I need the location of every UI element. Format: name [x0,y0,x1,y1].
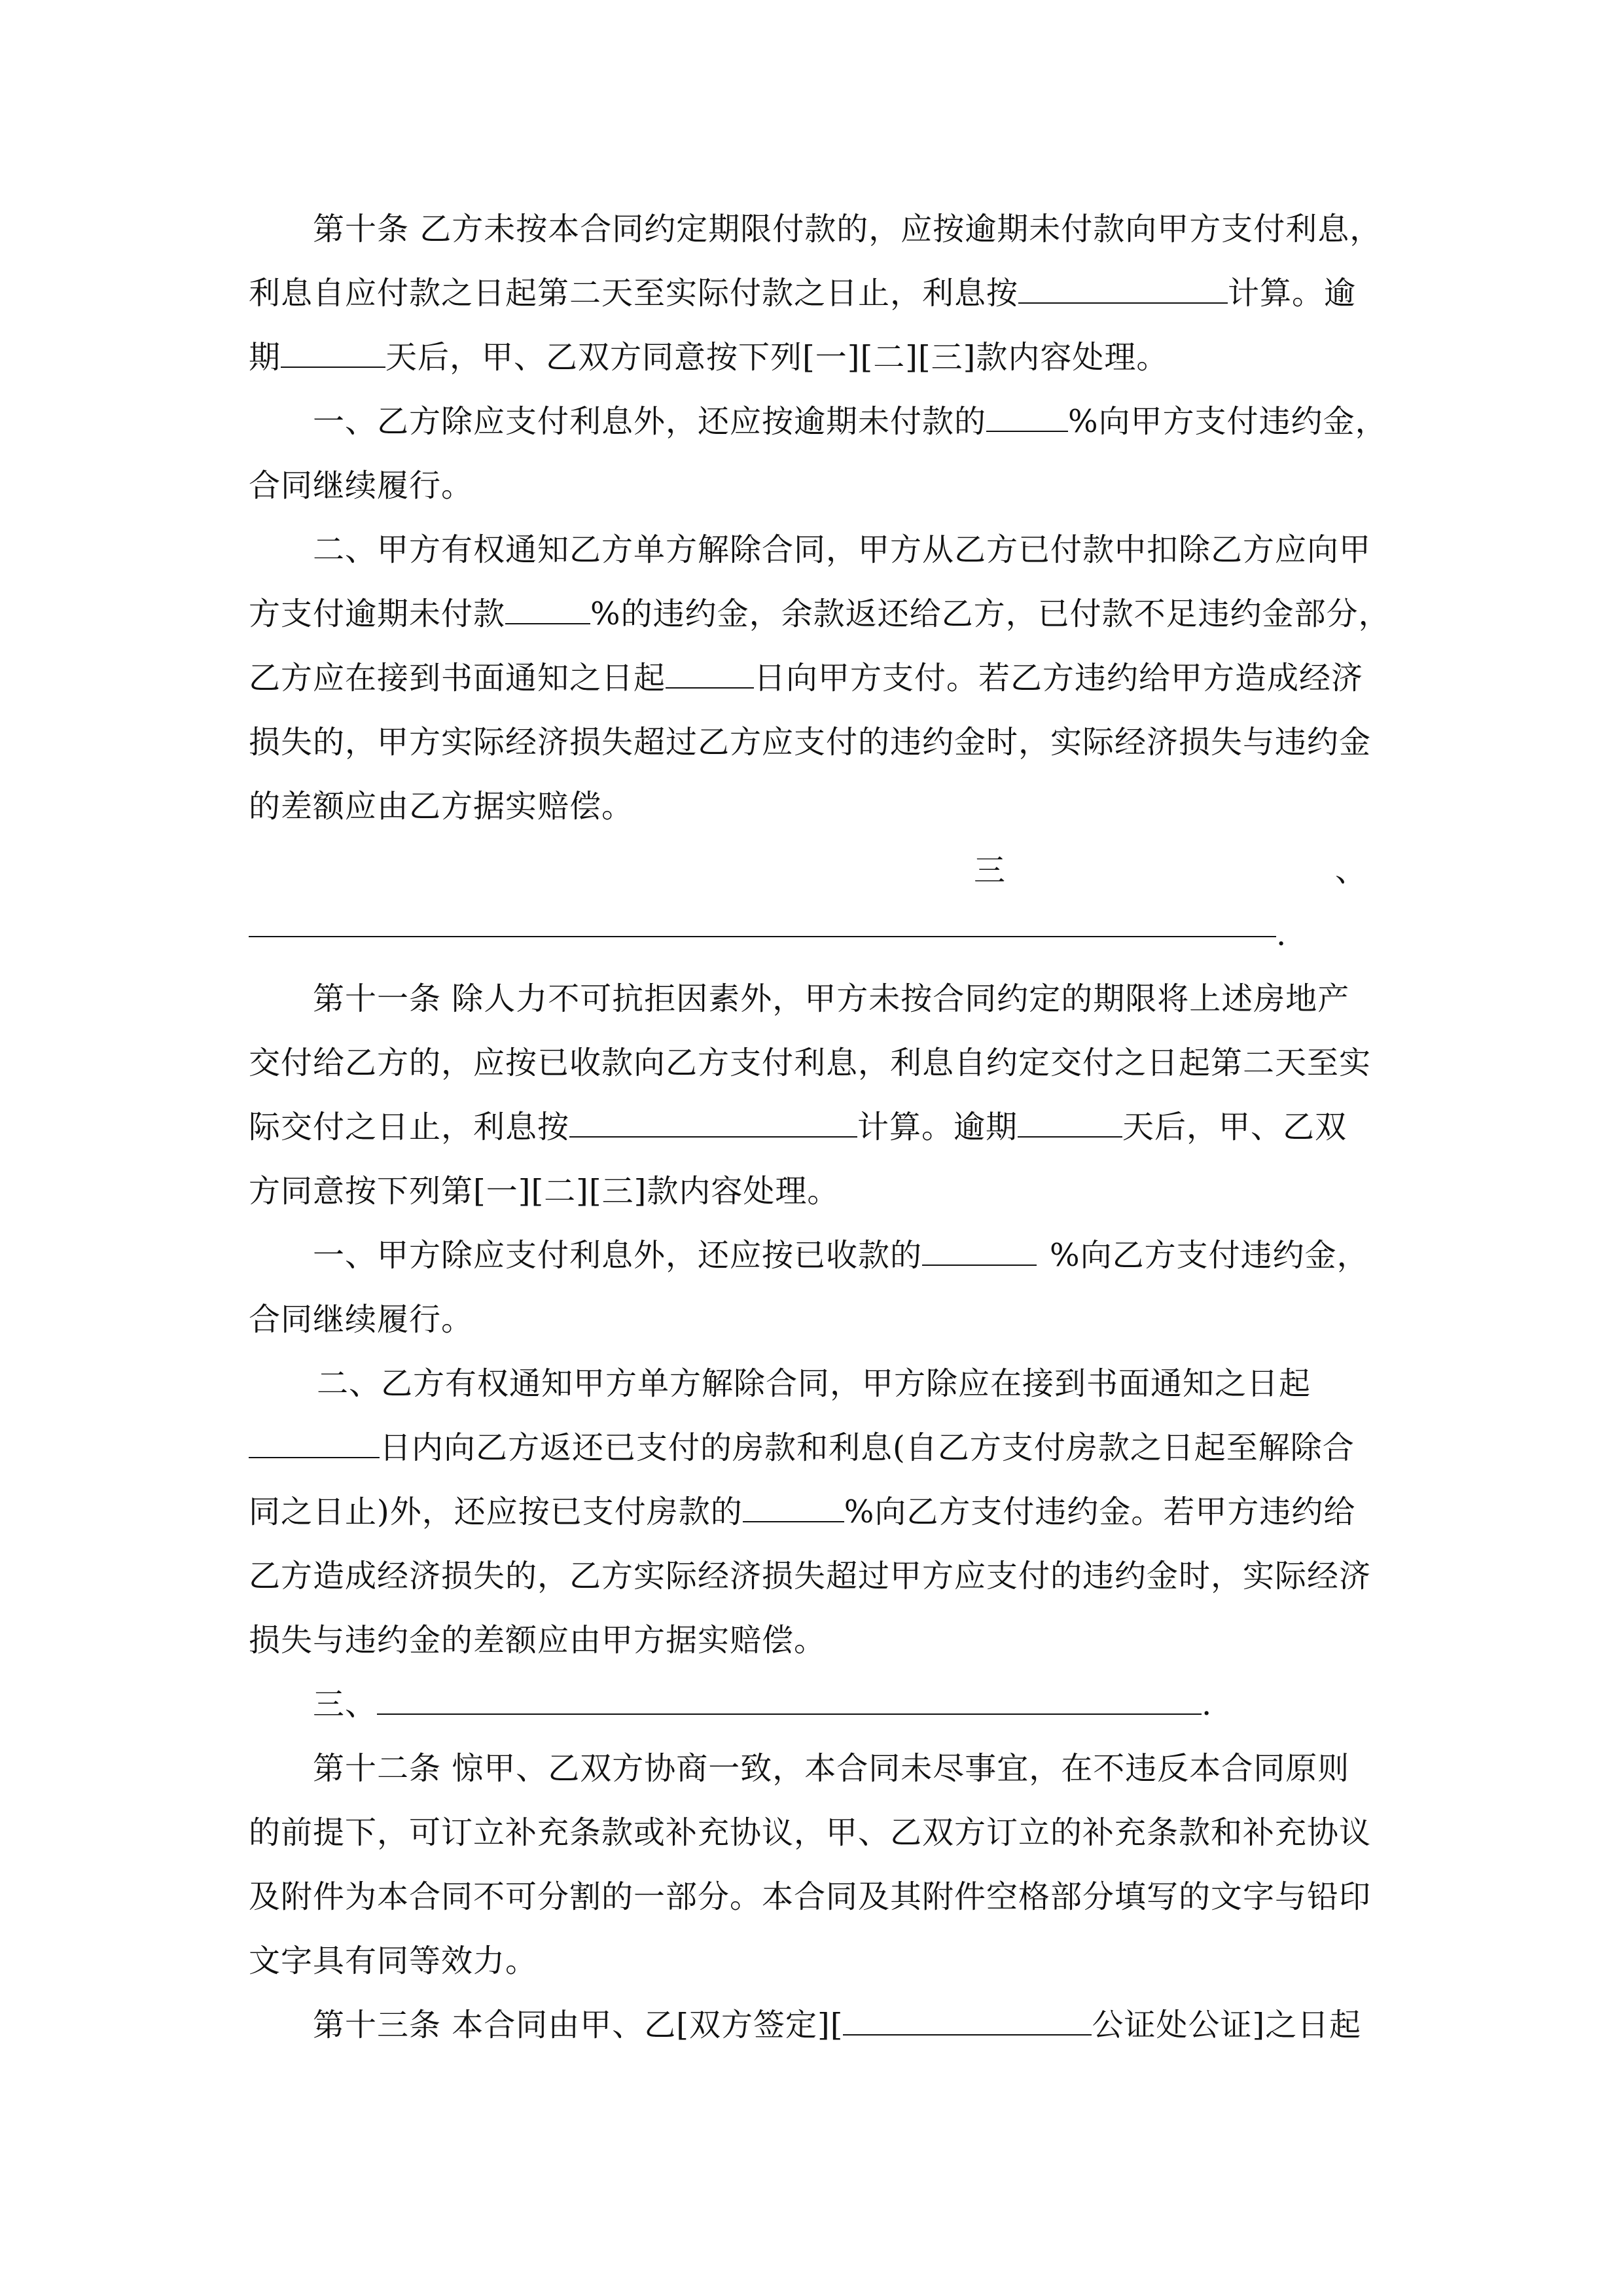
article13-text: 第十三条 本合同由甲、乙[双方签定][ [313,2007,844,2043]
payment-days-blank[interactable] [666,649,754,689]
article10-clause2-line3 [249,645,1363,711]
article10-text: 期 [249,339,281,376]
clause-text: %向乙方支付违约金。若甲方违约给 [844,1494,1356,1530]
clause-text: 日向甲方支付。若乙方违约给甲方造成经济 [754,660,1364,696]
article10-text: 计算。逾 [1228,275,1357,312]
article12-text: 的前提下，可订立补充条款或补充协议，甲、乙双方订立的补充条款和补充协议 [249,1814,1372,1851]
article11-clause2-line2 [249,1415,1355,1480]
article12-line4 [249,1928,537,1994]
article11-line2 [249,1030,1371,1096]
article11-text: 第十一条 除人力不可抗拒因素外，甲方未按合同约定的期限将上述房地产 [313,980,1350,1017]
article10-line2 [249,260,1356,326]
interest-rate-blank[interactable] [1018,264,1228,304]
clause-text: 乙方应在接到书面通知之日起 [249,660,666,696]
article10-clause3-comma [1335,838,1367,903]
article12-line2 [249,1800,1371,1865]
clause-text: %向甲方支付违约金， [1068,403,1387,440]
clause-text: 一、甲方除应支付利息外，还应按已收款的 [313,1237,923,1274]
article11-clause3 [313,1672,1212,1737]
article11-text: 方同意按下列第[一][二][三]款内容处理。 [249,1173,840,1210]
article10-clause2-line2 [249,581,1391,647]
article10-line1 [313,196,1382,262]
article13-line1 [313,1992,1361,2058]
article12-line1 [313,1736,1349,1801]
notary-office-blank[interactable] [843,1996,1092,2036]
clause3-fill-line[interactable] [377,1676,1202,1715]
clause-text: 日内向乙方返还已支付的房款和利息(自乙方支付房款之日起至解除合 [380,1429,1355,1466]
article10-clause2-line4 [249,709,1371,775]
clause-text: %向乙方支付违约金， [1050,1237,1369,1274]
article11-clause2-line1 [317,1351,1311,1416]
article11-text: 交付给乙方的，应按已收款向乙方支付利息，利息自约定交付之日起第二天至实 [249,1045,1372,1081]
penalty-percent-blank[interactable] [743,1483,844,1522]
overdue-days-blank[interactable] [1018,1098,1122,1138]
article11-text: 际交付之日止，利息按 [249,1109,570,1145]
article12-text: 第十二条 惊甲、乙双方协商一致，本合同未尽事宜，在不违反本合同原则 [313,1750,1350,1787]
article11-line3 [249,1094,1347,1160]
clause-number: 三 [974,852,1007,889]
clause-text: 损失的，甲方实际经济损失超过乙方应支付的违约金时，实际经济损失与违约金 [249,724,1372,761]
article10-text: 利息自应付款之日起第二天至实际付款之日止，利息按 [249,275,1019,312]
article10-text: 天后，甲、乙双方同意按下列[一][二][三]款内容处理。 [385,339,1169,376]
article12-text: 及附件为本合同不可分割的一部分。本合同及其附件空格部分填写的文字与铅印 [249,1878,1372,1915]
article12-line3 [249,1864,1371,1929]
clause-text: 方支付逾期未付款 [249,596,506,632]
article13-text: 公证处公证]之日起 [1092,2007,1362,2043]
article11-clause1-line1 [313,1223,1369,1288]
clause-text: 合同继续履行。 [249,1301,474,1338]
overdue-days-blank[interactable] [281,329,385,368]
clause-text: 同之日止)外，还应按已支付房款的 [249,1494,743,1530]
article10-clause2-line1 [313,517,1371,583]
interest-rate-blank[interactable] [569,1098,857,1138]
article10-text: 第十条 乙方未按本合同约定期限付款的，应按逾期未付款向甲方支付利息， [313,211,1382,247]
penalty-percent-blank[interactable] [922,1227,1037,1266]
article10-clause1-line2 [249,453,473,518]
article10-clause1-line1 [313,389,1387,454]
clause-text: 二、甲方有权通知乙方单方解除合同，甲方从乙方已付款中扣除乙方应向甲 [313,531,1372,568]
clause-text: 损失与违约金的差额应由甲方据实赔偿。 [249,1622,827,1659]
clause-text: 二、乙方有权通知甲方单方解除合同，甲方除应在接到书面通知之日起 [317,1365,1311,1402]
article11-clause2-line3 [249,1479,1355,1545]
clause-punct: 、 [1335,852,1368,889]
penalty-percent-blank[interactable] [986,393,1068,432]
clause-punct: . [1202,1686,1213,1723]
article10-line3 [249,325,1168,390]
article12-text: 文字具有同等效力。 [249,1943,538,1979]
article10-clause2-line5 [249,774,633,839]
clause-number: 三、 [313,1686,378,1723]
article11-line4 [249,1158,839,1224]
article11-clause2-line4 [249,1543,1371,1609]
penalty-percent-blank[interactable] [505,585,590,624]
article10-clause3-number [974,838,1006,903]
clause-text: %的违约金，余款返还给乙方，已付款不足违约金部分， [590,596,1391,632]
article10-clause3-end [1276,902,1287,967]
article11-clause1-line2 [249,1287,473,1352]
refund-days-blank[interactable] [249,1419,380,1458]
clause-text: 合同继续履行。 [249,467,474,504]
article11-text: 天后，甲、乙双 [1122,1109,1347,1145]
article11-line1 [313,966,1349,1031]
clause-text: 的差额应由乙方据实赔偿。 [249,788,634,825]
clause3-fill-line[interactable] [249,936,1276,937]
article11-text: 计算。逾期 [857,1109,1018,1145]
clause-punct: . [1276,916,1287,953]
clause-text: 乙方造成经济损失的，乙方实际经济损失超过甲方应支付的违约金时，实际经济 [249,1558,1372,1594]
article11-clause2-line5 [249,1607,826,1673]
clause-text: 一、乙方除应支付利息外，还应按逾期未付款的 [313,403,987,440]
